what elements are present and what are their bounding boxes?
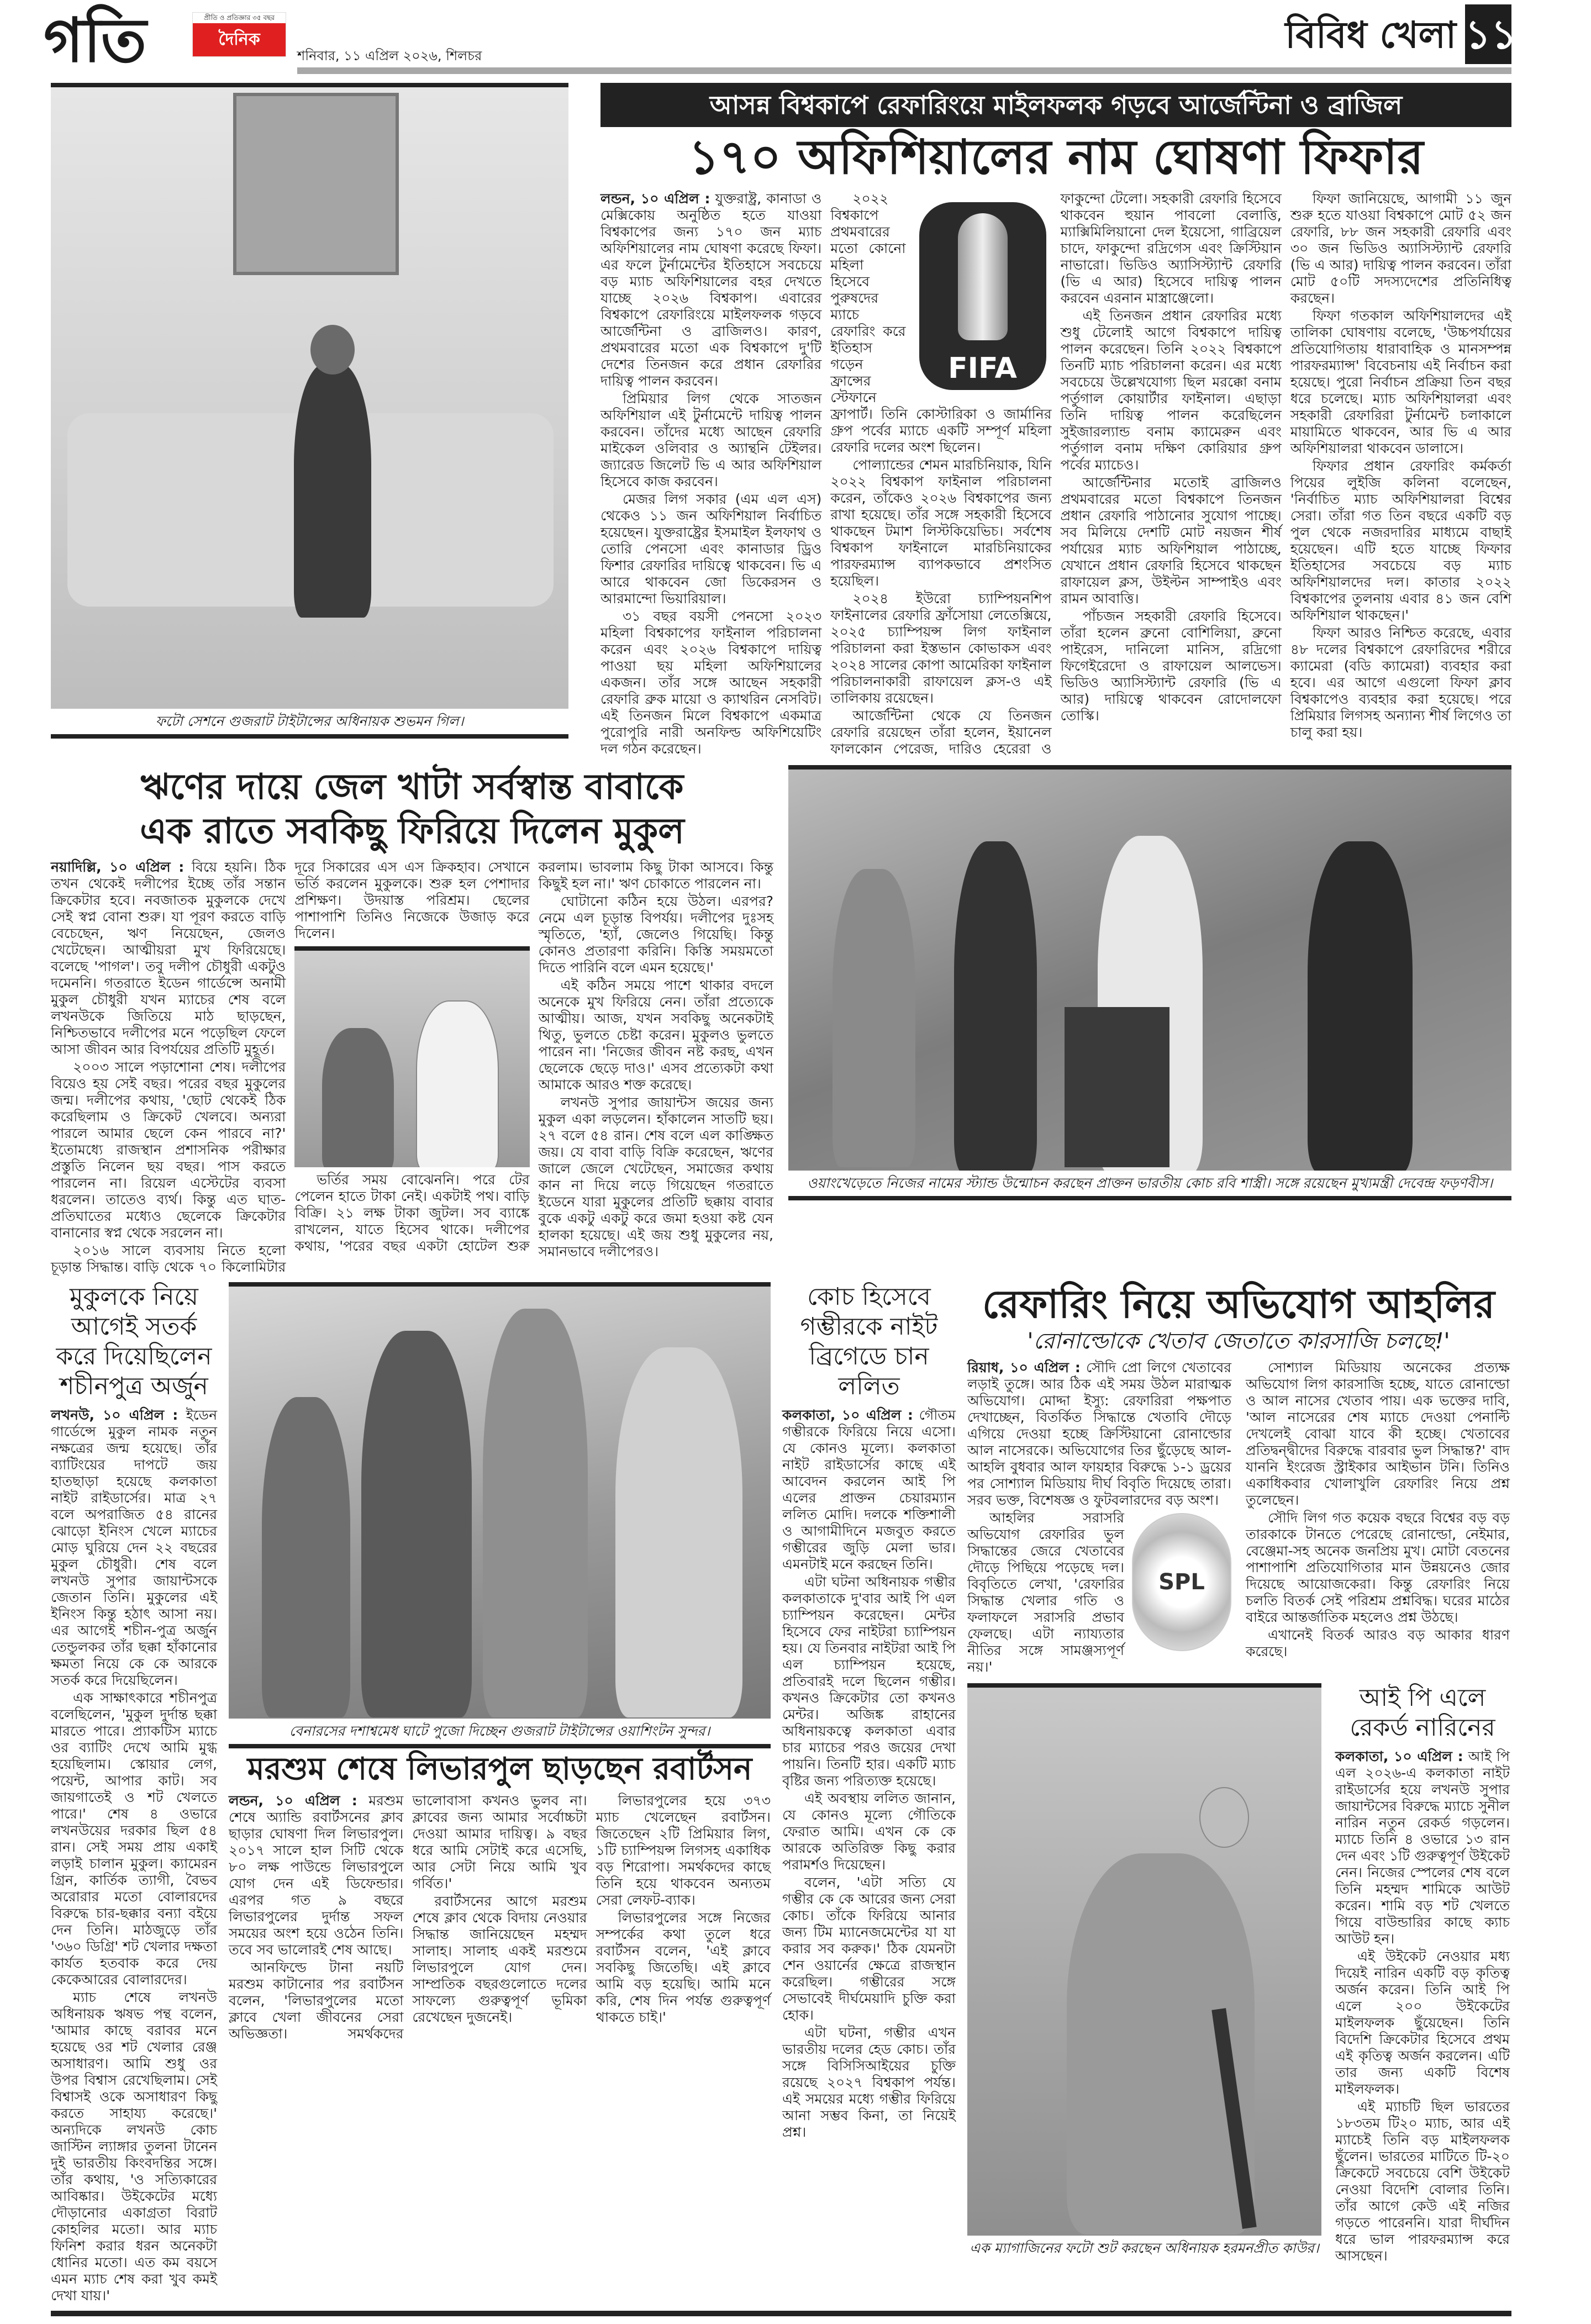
row-top (51, 83, 1511, 757)
paragraph (782, 1874, 956, 2023)
photo-harmanpreet-kaur (967, 1683, 1321, 2236)
issue-date: শনিবার, ১১ এপ্রিল ২০২৬, শিলচর (297, 48, 482, 64)
paragraph-text: লিভারপুলের সঙ্গে নিজের সম্পর্কের কথা তুলে ধরে রবার্টসন বলেন, 'এই ক্লাবে সবকিছু জিতেছি। এই ক্লাবে আমি বড় হয়েছি। আমি মনে করি, শেষ দিন পর্যন্ত গুরুত্বপূর্ণ থাকতে চাই।' (596, 1910, 771, 2026)
paragraph-text: মেজর লিগ সকার (এম এল এস) থেকেও ১১ জন অফিশিয়াল নির্বাচিত হয়েছেন। যুক্তরাষ্ট্রের ইসমাইল ইলফাথ ও তোরি পেনসো এবং কানাডার ড্রিও ফিশার রেফারির দায়িত্বে থাকবেন। ভি এ আরে থাকবেন জো ডিকেরসন ও আরমান্দো ভিয়ারিয়াল। (600, 491, 822, 607)
paragraph-text: বিয়ে হয়নি। ঠিক তখন থেকেই দলীপের ইচ্ছে তাঁর সন্তান ক্রিকেটার হবে। নবজাতক মুকুলকে দেখে সেই স্বপ্ন বোনা শুরু। যা পূরণ করতে বাড়ি বেচেছেন, ঋণ নিয়েছেন, জেলও খেটেছেন। আত্মীয়রা মুখ ফিরিয়েছে। বলেছে 'পাগল'। তবু দলীপ চৌধুরী একটুও দমেননি। গতরাতে ইডেন গার্ডেন্সে অনামী মুকুল চৌধুরী যখন ম্যাচের শেষ বলে লখনউকে জিতিয়ে মাঠ ছাড়ছেন, নিশ্চিতভাবে দলীপের মনে পড়েছিল ফেলে আসা জীবন আর বিপর্যয়ের প্রতিটি মুহূর্ত। (51, 858, 286, 1057)
paragraph-text: মরশুম শেষে অ্যান্ডি রবার্টসনের ক্লাব ছাড়ার ঘোষণা দিল লিভারপুল। ২০১৭ সালে হাল সিটি থেকে ৮০ লক্ষ পাউন্ডে লিভারপুলে যোগ দেন এই ডিফেন্ডার। এরপর গত ৯ বছরে লিভারপুলের দুর্দান্ত সফল সময়ের অংশ হয়ে ওঠেন তিনি। তবে সব ভালোরই শেষ আছে। (229, 1793, 404, 1958)
badge-label: দৈনিক (193, 23, 286, 56)
article-body-robertson (229, 1793, 771, 2042)
paragraph (51, 1989, 217, 2304)
paragraph-text: ঘোটানো কঠিন হয়ে উঠল। এরপর? নেমে এল চূড়ান্ত বিপর্যয়। দলীপের দুঃসহ স্মৃতিতে, 'হ্যাঁ, জেলেও গিয়েছি। কিন্তু কোনও প্রতারণা করিনি। কিস্তি সময়মতো দিতে পারিনি বলে এমন হয়েছে।' (538, 893, 773, 976)
paragraph-text: গৌতম গম্ভীরকে ফিরিয়ে নিয়ে এসো। যে কোনও মূল্যে। কলকাতা নাইট রাইডার্সের কাছে এই আবেদন করলেন আই পি এলের প্রাক্তন চেয়ারম্যান ললিত মোদি। দলকে শক্তিশালী ও আগামীদিনে মজবুত করতে গম্ভীরের জুড়ি মেলা ভার। এমনটাই মনে করছেন তিনি। (782, 1406, 956, 1572)
photo-ravi-shastri-stand (788, 765, 1511, 1171)
photo-shubman-gill (51, 83, 568, 709)
article-body-arjun (51, 1407, 217, 2305)
newspaper-page (44, 0, 1517, 2324)
paragraph (600, 491, 821, 607)
headline-fifa: ১৭০ অফিশিয়ালের নাম ঘোষণা ফিফার (688, 130, 1424, 185)
paragraph-text: আই পি এল ২০২৬-এ কলকাতা নাইট রাইডার্সের হয়ে লখনউ সুপার জায়ান্টসের বিরুদ্ধে ম্যাচে সুনীল নারিন নতুন রেকর্ড গড়লেন। ম্যাচে তিনি ৪ ওভারে ১৩ রান দেন এবং ১টি গুরুত্বপূর্ণ উইকেট নেন। নিজের স্পেলের শেষ বলে তিনি মহম্মদ শামিকে আউট করেন। শামি বড় শট খেলতে গিয়ে বাউন্ডারির কাছে ক্যাচ আউট হন। (1335, 1748, 1510, 1947)
photo-caption: ওয়াংখেড়েতে নিজের নামের স্ট্যান্ড উন্মোচন করছেন প্রাক্তন ভারতীয় কোচ রবি শাস্ত্রী। সঙ্গে রয়েছেন মুখ্যমন্ত্রী দেবেন্দ্র ফড়ণবীস। (807, 1174, 1493, 1191)
dateline: লন্ডন, ১০ এপ্রিল : (600, 190, 710, 207)
paragraph-text: এই অবস্থায় ললিত জানান, যে কোনও মূল্যে গৌতিকে ফেরাত আমি। এখন কে কে আরকে অতিরিক্ত কিছু করার পরামর্শও দিয়েছেন। (782, 1790, 956, 1873)
headline-narine: আই পি এলে রেকর্ড নারিনের (1350, 1684, 1495, 1742)
narine-article (1335, 1683, 1510, 2265)
shastri-photo-block (788, 765, 1511, 1200)
wall-painting (233, 93, 399, 275)
paragraph (1061, 475, 1282, 607)
paragraph (1246, 1510, 1510, 1626)
row-middle (51, 765, 1511, 1276)
person-figure (361, 1331, 472, 1717)
paragraph (51, 1059, 286, 1241)
person-head (1199, 1787, 1249, 1848)
mukul-article (51, 765, 773, 1276)
harmanpreet-photo-block (967, 1683, 1321, 2261)
paragraph (782, 1574, 956, 1789)
paragraph-text: এখানেই বিতর্ক আরও বড় আকার ধারণ করেছে। (1246, 1627, 1510, 1660)
paragraph-text: এই উইকেট নেওয়ার মধ্য দিয়েই নারিন একটি বড় কৃতিত্ব অর্জন করেন। তিনি আই পি এলে ২০০ উইকেটের মাইলফলক ছুঁয়েছেন। তিনি বিদেশি ক্রিকেটার হিসেবে প্রথম এই কৃতিত্ব অর্জন করলেন। এটি তার জন্য একটি বিশেষ মাইলফলক। (1335, 1948, 1510, 2098)
headline-arjun: মুকুলকে নিয়ে আগেই সতর্ক করে দিয়েছিলেন শচীনপুত্র অর্জুন (56, 1282, 212, 1400)
paragraph-text: পাঁচজন সহকারী রেফারি হিসেবে। তাঁরা হলেন ব্রুনো বোশিলিয়া, ব্রুনো পাইরেস, দানিলো মানিস, রদ্রিগো ফিগেইরেদো ও রাফায়েল আলভেস। ভিডিও অ্যাসিস্ট্যান্ট রেফারি (ভি এ আর) দায়িত্বে থাকবেন রোদোলফো তোস্কি। (1060, 608, 1282, 724)
paragraph-text: ৩১ বছর বয়সী পেনসো ২০২৩ মহিলা বিশ্বকাপের ফাইনাল পরিচালনা করেন এবং ২০২৬ বিশ্বকাপে দায়িত্ব পাওয়া ছয় মহিলা অফিশিয়ালের একজন। তাঁর সঙ্গে আছেন সহকারী রেফারি ব্রুক মায়ো ও ক্যাথরিন নেসবিট। এই তিনজন মিলে বিশ্বকাপে একমাত্র পুরোপুরি নারী অনফিল্ড অফিশিয়েটিং দল গঠন করেছেন। (600, 608, 822, 757)
person-figure (294, 363, 371, 618)
person-head (310, 325, 355, 375)
paragraph (782, 1790, 956, 1873)
paragraph-text: ২০২২ বিশ্বকাপে প্রথমবারের মতো কোনো মহিলা হিসেবে পুরুষদের ম্যাচে রেফারিং করে ইতিহাস গড়েন ফ্রান্সের স্টেফানে ফ্রাপার্ট। তিনি কোস্টারিকা ও জার্মানির গ্রুপ পর্বের ম্যাচে একটি সম্পূর্ণ মহিলা রেফারি দলের অংশ ছিলেন। (830, 190, 1052, 455)
person-figure (262, 1397, 350, 1717)
paragraph (51, 859, 286, 1058)
paragraph-text: ফিফার প্রধান রেফারিং কর্মকর্তা পিয়ের লুইজি কলিনা বলেছেন, 'নির্বাচিত ম্যাচ অফিশিয়ালরা বিশ্বের সেরা। তাঁরা গত তিন বছরে একটি বড় পুল থেকে নজরদারির মাধ্যমে বাছাই হয়েছেন। এটি হতে যাচ্ছে ফিফার ইতিহাসের সবচেয়ে বড় ম্যাচ অফিশিয়ালদের দল। কাতার ২০২২ বিশ্বকাপের তুলনায় এবার ৪১ জন বেশি অফিশিয়াল থাকছেন।' (1290, 457, 1511, 623)
paragraph-text: পোল্যান্ডের শেমন মারচিনিয়াক, যিনি ২০২২ বিশ্বকাপ ফাইনাল পরিচালনা করেন, তাঁকেও ২০২৬ বিশ্বকাপের জন্য রাখা হয়েছে। তাঁর সঙ্গে সহকারী হিসেবে থাকছেন টমাশ লিস্টকিয়েভিচ। সর্বশেষ বিশ্বকাপ ফাইনালে মারচিনিয়াকের পারফরম্যান্স ব্যাপকভাবে প্রশংসিত হয়েছিল। (830, 456, 1052, 589)
paragraph (412, 1893, 587, 2026)
paragraph (596, 1910, 771, 2026)
dateline: কলকাতা, ১০ এপ্রিল : (782, 1406, 913, 1423)
paragraph-text: আহলির সরাসরি অভিযোগ রেফারির ভুল সিদ্ধান্তের জেরে খেতাবের দৌড়ে পিছিয়ে পড়েছে দল। বিবৃতিতে লেখা, 'রেফারির সিদ্ধান্ত খেলার গতি ও ফলাফলে সরাসরি প্রভাব ফেলছে। এটা ন্যায্যতার নীতির সঙ্গে সামঞ্জস্যপূর্ণ নয়।' (967, 1510, 1124, 1675)
dateline: লখনউ, ১০ এপ্রিল : (51, 1406, 178, 1423)
paragraph-text: আর্জেন্টিনা থেকে যে তিনজন রেফারি রয়েছেন তাঁরা হলেন, ইয়ানেল ফালকোন পেরেজ, দারিও হেরেরা ও ফাকুন্দো টেলো। সহকারী রেফারি হিসেবে থাকবেন হুয়ান পাবলো বেলাত্তি, ম্যাক্সিমিলিয়ানো দেল ইয়েসো, গাব্রিয়েল চাদে, ফাকুন্দো রদ্রিগেস এবং ক্রিস্টিয়ান নাভারো। ভিডিও অ্যাসিস্ট্যান্ট রেফারি (ভি এ আর) হিসেবে দায়িত্ব পালন করবেন এরনান মাস্ত্রাঞ্জেলো। (830, 190, 1282, 757)
person-figure (833, 869, 915, 1167)
arjun-article (51, 1282, 217, 2305)
paragraph (830, 591, 1051, 707)
paragraph-text: সৌদি লিগ গত কয়েক বছরে বিশ্বের বড় বড় তারকাকে টানতে পেরেছে রোনাল্ডো, নেইমার, বেঞ্জেমা-সহ অনেক জনপ্রিয় মুখ। মোটা বেতনের পাশাপাশি প্রতিযোগিতার মান উন্নয়নেও জোর দিয়েছে আয়োজকেরা। কিন্তু রেফারিং নিয়ে চলতি বিতর্ক সেই পরিশ্রম প্রশ্নবিদ্ধ। ঘরের মাঠের বাইরে আন্তর্জাতিক মহলেও প্রশ্ন উঠছে। (1246, 1510, 1510, 1626)
paragraph-text: যুক্তরাষ্ট্র, কানাডা ও মেক্সিকোয় অনুষ্ঠিত হতে যাওয়া বিশ্বকাপের জন্য ১৭০ জন ম্যাচ অফিশিয়ালের নাম ঘোষণা করেছে ফিফা। এর ফলে টুর্নামেন্টের ইতিহাসে সবচেয়ে বড় ম্যাচ অফিশিয়ালের বহর দেখতে যাচ্ছে ২০২৬ বিশ্বকাপ। এবারের বিশ্বকাপে রেফারিংয়ে মাইলফলক গড়বে আর্জেন্টিনা ও ব্রাজিলও। কারণ, প্রথমবারের মতো এক বিশ্বকাপে দু'টি দেশের তিনজন করে প্রধান রেফারির দায়িত্ব পালন করবেন। (600, 190, 822, 389)
headline-line: এক রাতে সবকিছু ফিরিয়ে দিলেন মুকুল (140, 810, 684, 852)
paragraph-text: ২০০৩ সালে পড়াশোনা শেষ। দলীপের বিয়েও হয় সেই বছর। পরের বছর মুকুলের জন্ম। দলীপের কথায়, 'ছোট থেকেই ঠিক করেছিলাম ও ক্রিকেট খেলবে। অন্যরা পারলে আমার ছেলে কেন পারবে না?' ইতোমধ্যে রাজস্থান প্রশাসনিক পরীক্ষার প্রস্তুতি নিলেন ছয় বছর। পাস করতে পারলেন না। রিয়েল এস্টেটের ব্যবসা ধরলেন। তাতেও ব্যর্থ। কিন্তু এত ঘাত-প্রতিঘাতের মধ্যেও ছেলেকে ক্রিকেটার বানানোর স্বপ্ন থেকে সরলেন না। (51, 1058, 286, 1241)
paragraph (1061, 608, 1282, 724)
person-figure (954, 841, 1037, 1171)
person-figure (416, 1000, 499, 1167)
paragraph (539, 977, 773, 1093)
newspaper-logo: গতি (44, 5, 147, 76)
section-title: বিবিধ খেলা (1285, 14, 1456, 56)
article-body-ahli (967, 1359, 1510, 1675)
dateline: নয়াদিল্লি, ১০ এপ্রিল : (51, 858, 185, 875)
person-figure (483, 1309, 588, 1717)
subheadline-ahli: 'রোনাল্ডোকে খেতাব জেতাতে কারসাজি চলছে!' (1027, 1329, 1450, 1355)
photo-mukul-with-father (294, 946, 529, 1167)
paragraph (1290, 191, 1511, 307)
article-kicker: আসন্ন বিশ্বকাপে রেফারিংয়ে মাইলফলক গড়বে আর্জেন্টিনা ও ব্রাজিল (600, 83, 1511, 127)
paragraph (596, 1793, 771, 1909)
paragraph-text: ২০১৬ সালে ব্যবসায় নিতে হলো চূড়ান্ত সিদ্ধান্ত। বাড়ি থেকে ৭০ কিলোমিটার দূরে সিকারের এস এস ক্রিকহাব। সেখানে ভর্তি করলেন মুকুলকে। শুরু হল পেশাদার প্রশিক্ষণ। উদয়াস্ত পরিশ্রম। ছেলের পাশাপাশি তিনিও নিজেকে উজাড় করে দিলেন। (51, 858, 530, 1275)
paragraph (782, 2025, 956, 2141)
paragraph (600, 608, 821, 757)
paragraph-text: সৌদি প্রো লিগে খেতাবের লড়াই তুঙ্গে। আর ঠিক এই সময় উঠল মারাত্মক অভিযোগ। মোদ্দা ইস্যু: রেফারিরা পক্ষপাত দেখাচ্ছেন, বিতর্কিত সিদ্ধান্তে খেতাবি দৌড়ে এগিয়ে দেওয়া হচ্ছে ক্রিস্টিয়ানো রোনাল্ডোর আল নাসেরকে। অভিযোগের তির ছুঁড়েছে আল-আহলি বুধবার আল ফায়হার বিরুদ্ধে ১-১ ড্রয়ের পর সোশ্যাল মিডিয়ায় দীর্ঘ বিবৃতি দিয়েছে তারা। সরব ভক্ত, বিশেষজ্ঞ ও ফুটবলারদের বড় অংশ। (967, 1359, 1231, 1509)
paragraph (1335, 1748, 1510, 1947)
headline-mukul (51, 765, 773, 853)
bottom-right-row (967, 1683, 1510, 2265)
paragraph-text: ফিফা জানিয়েছে, আগামী ১১ জুন শুরু হতে যাওয়া বিশ্বকাপে মোট ৫২ জন রেফারি, ৮৮ জন সহকারী রেফারি এবং ৩০ জন ভিডিও অ্যাসিস্ট্যান্ট রেফারি (ভি এ আর) দায়িত্ব পালন করবেন। তাঁরা মোট ৫০টি সদস্যদেশের প্রতিনিধিত্ব করছেন। (1290, 190, 1511, 306)
paragraph (229, 1793, 403, 1958)
headline-robertson: মরশুম শেষে লিভারপুল ছাড়ছেন রবার্টসন (247, 1751, 752, 1787)
paragraph-text: প্রিমিয়ার লিগ থেকে সাতজন অফিশিয়াল এই টুর্নামেন্টে দায়িত্ব পালন করবেন। তাঁদের মধ্যে আছেন রেফারি মাইকেল ওলিবার ও অ্যান্থনি টেইলর। জ্যারেড জিলেট ভি এ আর অফিশিয়াল হিসেবে কাজ করবেন। (600, 390, 822, 489)
paragraph-text: আর্জেন্টিনার মতোই ব্রাজিলও প্রথমবারের মতো বিশ্বকাপে তিনজন প্রধান রেফারি পাঠানোর সুযোগ পাচ্ছে। সব মিলিয়ে দেশটি মোট নয়জন শীর্ষ পর্যায়ের ম্যাচ অফিশিয়াল পাঠাচ্ছে, যেখানে প্রধান রেফারি হিসেবে থাকছেন রাফায়েল ক্লস, উইল্টন সাম্পাইও এবং রামন আবাত্তি। (1060, 474, 1282, 607)
paragraph (600, 391, 821, 490)
paragraph (51, 1690, 217, 1988)
article-body-fifa (600, 191, 1511, 757)
trophy-icon (958, 213, 1008, 340)
paragraph (1290, 308, 1511, 457)
paragraph (1335, 2099, 1510, 2264)
paragraph (600, 191, 821, 389)
spl-wordmark: SPL (1158, 1569, 1205, 1595)
paragraph (1290, 458, 1511, 624)
paragraph-text: এই কঠিন সময়ে পাশে থাকার বদলে অনেকে মুখ ফিরিয়ে নেন। তাঁরা প্রত্যেকে আত্মীয়। আজ, যখন সবকিছু অনেকটাই থিতু, ভুলতে চেষ্টা করেন। মুকুলও ভুলতে পারেন না। 'নিজের জীবন নষ্ট করছ, এখন ছেলেকে ছেড়ে দাও।' এসব প্রত্যেকটা কথা আমাকে আরও শক্ত করেছে। (538, 977, 773, 1093)
paragraph (539, 1094, 773, 1260)
person-figure (615, 1347, 742, 1717)
paragraph-text: ভর্তির সময় বোঝেননি। পরে টের পেলেন হাতে টাকা নেই। একটাই পথ। বাড়ি বিক্রি। ২১ লক্ষ টাকা জুটল। সব ব্যাঙ্কে রাখলেন, যাতে হিসেব থাকে। দলীপের কথায়, 'পরের বছর একটা হোটেল শুরু করলাম। ভাবলাম কিছু টাকা আসবে। কিন্তু কিছুই হল না।' ঋণ চোকাতে পারলেন না। (294, 858, 773, 1254)
footer-rule (51, 2311, 1511, 2316)
paragraph (830, 457, 1051, 589)
paragraph-text: লখনউ সুপার জায়ান্টস জয়ের জন্য মুকুল একা লড়লেন। হাঁকালেন সাতটি ছয়। ২৭ বলে ৫৪ রান। শেষ বলে এল কাঙ্ক্ষিত জয়। যে বাবা বাড়ি বিক্রি করেছেন, ঋণের জালে জেলে খেটেছেন, সমাজের কথায় কান না দিয়ে লড়ে গিয়েছেন গতরাতে ইডেনে যারা মুকুলের প্রতিটি ছক্কায় বাবার বুকে একটু একটু করে জমা হওয়া কষ্ট যেন হালকা হয়েছে। এই জয় শুধু মুকুলের নয়, সমানভাবে দলীপেরও। (538, 1094, 773, 1260)
dainik-badge (192, 12, 286, 57)
paragraph-text: এটা ঘটনা অধিনায়ক গম্ভীর কলকাতাকে দু'বার আই পি এল চ্যাম্পিয়ন করেছেন। মেন্টর হিসেবে ফের নাইটরা চ্যাম্পিয়ন হয়। যে তিনবার নাইটরা আই পি এল চ্যাম্পিয়ন হয়েছে, প্রতিবারই দলে ছিলেন গম্ভীর। কখনও ক্রিকেটার তো কখনও মেন্টর। অজিঙ্ক রাহানের অধিনায়কত্বে কলকাতা এবার চার ম্যাচের পরও জয়ের দেখা পায়নি। তিনটি হার। একটি ম্যাচ বৃষ্টির জন্য পরিত্যক্ত হয়েছে। (782, 1573, 956, 1789)
paragraph-text: লিভারপুলের হয়ে ৩৭৩ ম্যাচ খেলেছেন রবার্টসন। জিতেছেন ২টি প্রিমিয়ার লিগ, ১টি চ্যাম্পিয়ন্স লিগসহ একাধিক বড় শিরোপা। সমর্থকদের কাছে তিনি হয়ে থাকবেন অন্যতম সেরা লেফট-ব্যাক। (596, 1793, 771, 1909)
divider (229, 1744, 771, 1748)
paragraph (539, 893, 773, 976)
paragraph-text: ইডেন গার্ডেন্সে মুকুল নামক নতুন নক্ষত্রের জন্ম হয়েছে। তাঁর ব্যাটিংয়ের দাপটে জয় হাতছাড়া হয়েছে কলকাতা নাইট রাইডার্সের। মাত্র ২৭ বলে অপরাজিত ৫৪ রানের ঝোড়ো ইনিংস খেলে ম্যাচের মোড় ঘুরিয়ে দেন ২২ বছরের মুকুল চৌধুরী। শেষ বলে লখনউ সুপার জায়ান্টসকে জেতান তিনি। মুকুলের এই ইনিংস কিন্তু হঠাৎ আসা নয়। এর আগেই শচীন-পুত্র অর্জুন তেন্ডুলকর তাঁর ছক্কা হাঁকানোর ক্ষমতা নিয়ে কে কে আরকে সতর্ক করে দিয়েছিলেন। (51, 1406, 217, 1688)
paragraph (1246, 1627, 1510, 1660)
fifa-article (600, 83, 1511, 757)
divider (51, 734, 568, 739)
divider (788, 1196, 1511, 1200)
plaque-stand (1065, 1007, 1169, 1167)
dateline: রিয়াধ, ১০ এপ্রিল : (967, 1359, 1081, 1376)
paragraph-text: রবার্টসনের আগে মরশুম শেষে ক্লাব থেকে বিদায় নেওয়ার সিদ্ধান্ত জানিয়েছেন মহম্মদ সালাহ। সালাহ একই মরশুমে লিভারপুলে যোগ দেন। সাম্প্রতিক বছরগুলোতে দলের সাফল্যে গুরুত্বপূর্ণ ভূমিকা রেখেছেন দুজনেই। (412, 1893, 587, 2026)
paragraph (1246, 1359, 1510, 1509)
headline-lalit: কোচ হিসেবে গম্ভীরকে নাইট ব্রিগেডে চান ললিত (800, 1282, 938, 1400)
headline-line: ঋণের দায়ে জেল খাটা সর্বস্বান্ত বাবাকে (140, 766, 684, 808)
paragraph-text: ফিফা আরও নিশ্চিত করেছে, এবার ৪৮ দলের বিশ্বকাপে রেফারিদের শরীরে ক্যামেরা (বডি ক্যামেরা) ব্যবহার করা হবে। এর আগে এগুলো ফিফা ক্লাব বিশ্বকাপেও ব্যবহার করা হয়েছে। পরে প্রিমিয়ার লিগসহ অন্যান্য শীর্ষ লিগেও তা চালু করা হয়। (1290, 624, 1511, 740)
photo-caption: বেনারসের দশাশ্বমেধ ঘাটে পুজো দিচ্ছেন গুজরাট টাইটান্সের ওয়াশিংটন সুন্দর। (289, 1722, 710, 1739)
person-figure (1308, 841, 1413, 1171)
article-body-mukul (51, 859, 773, 1276)
paragraph-text: বলেন, 'এটা সত্যি যে গম্ভীর কে কে আরের জন্য সেরা কোচ। তাঁকে ফিরিয়ে আনার জন্য টিম ম্যানেজমেন্টের যা যা করার সব করুক।' ঠিক যেমনটা শেন ওয়ার্নের ক্ষেত্রে রাজস্থান করেছিল। গম্ভীরের সঙ্গে সেভাবেই দীর্ঘমেয়াদি চুক্তি করা হোক। (782, 1874, 956, 2023)
masthead (44, 0, 1517, 80)
paragraph-text: সোশ্যাল মিডিয়ায় অনেকের প্রত্যক্ষ অভিযোগ লিগ কারসাজি হচ্ছে, যাতে রোনাল্ডো ও আল নাসের খেতাব পায়। এক ভক্তের দাবি, 'আল নাসেরের শেষ ম্যাচে দেওয়া পেনাল্টি দেখলেই বোঝা যাবে কী হচ্ছে। খেতাবের প্রতিদ্বন্দ্বীদের বিরুদ্ধে বারবার ভুল সিদ্ধান্ত?' বাদ যাননি ইংরেজ স্ট্রাইকার আইভান টনি। তিনিও একাধিকবার খোলাখুলি রেফারিং নিয়ে প্রশ্ন তুলেছেন। (1246, 1359, 1510, 1509)
headline-ahli: রেফারিং নিয়ে অভিযোগ আহলির (982, 1281, 1495, 1327)
paragraph (967, 1359, 1231, 1509)
paragraph-text: আনফিল্ডে টানা নয়টি মরশুম কাটানোর পর রবার্টসন বলেন, 'লিভারপুলের মতো ক্লাবে খেলা জীবনের সেরা অভিজ্ঞতা। সমর্থকদের ভালোবাসা কখনও ভুলব না। ক্লাবের জন্য আমার সর্বোচ্চটা দেওয়া আমার দায়িত্ব। ৯ বছর ধরে আমি সেটাই করে এসেছি, আর সেটা নিয়ে আমি খুব গর্বিত।' (229, 1793, 587, 2042)
paragraph-text: এই তিনজন প্রধান রেফারির মধ্যে শুধু টেলোই আগে বিশ্বকাপে দায়িত্ব পালন করেছেন। তিনি ২০২২ বিশ্বকাপে তিনটি ম্যাচ পরিচালনা করেন। এর মধ্যে সবচেয়ে উল্লেখযোগ্য ছিল মরক্কো বনাম পর্তুগাল কোয়ার্টার ফাইনাল। এছাড়া তিনি দায়িত্ব পালন করেছিলেন সুইজারল্যান্ড বনাম ক্যামেরুন এবং পর্তুগাল বনাম দক্ষিণ কোরিয়ার গ্রুপ পর্বের ম্যাচেও। (1060, 307, 1282, 473)
header-rule (297, 67, 1511, 74)
dateline: কলকাতা, ১০ এপ্রিল : (1335, 1748, 1463, 1765)
photo-caption: এক ম্যাগাজিনের ফটো শুট করছেন অধিনায়ক হরমনপ্রীত কাউর। (970, 2240, 1319, 2257)
page-number: ১১ (1465, 4, 1511, 64)
photo-caption: ফটো সেশনে গুজরাট টাইটান্সের অধিনায়ক শুভমন গিল। (155, 713, 464, 729)
paragraph-text: ২০২৪ ইউরো চ্যাম্পিয়নশিপ ফাইনালের রেফারি ফ্রাঁসোয়া লেতেক্সিয়ে, ২০২৫ চ্যাম্পিয়ন্স লিগ ফাইনাল পরিচালনা করা ইস্তভান কোভাকস এবং ২০২৪ সালের কোপা আমেরিকা ফাইনাল পরিচালনাকারী রাফায়েল ক্লস-ও এই তালিকায় রয়েছেন। (830, 590, 1052, 706)
gill-photo-block (51, 83, 568, 739)
paragraph-text: এই ম্যাচটি ছিল ভারতের ১৮৩তম টি২০ ম্যাচ, আর এই ম্যাচেই তিনি বড় মাইলফলক ছুঁলেন। ভারতের মাটিতে টি-২০ ক্রিকেটে সবচেয়ে বেশি উইকেট নেওয়া বিদেশি বোলার তিনি। তাঁর আগে কেউ এই নজির গড়তে পারেননি। যারা দীর্ঘদিন ধরে ভাল পারফরম্যান্স করে আসছেন। (1335, 2099, 1510, 2264)
fifa-world-cup-logo (914, 194, 1052, 398)
photo-washington-sundar (229, 1282, 771, 1719)
badge-tagline: প্রীতি ও প্রতিজ্ঞার ৩৫ বছর (203, 14, 275, 22)
paragraph-text: এটা ঘটনা, গম্ভীর এখন ভারতীয় দলের হেড কোচ। তাঁর সঙ্গে বিসিসিআইয়ের চুক্তি রয়েছে ২০২৭ বিশ্বকাপ পর্যন্ত। এই সময়ের মধ্যে গম্ভীর ফিরিয়ে আনা সম্ভব কিনা, তা নিয়েই প্রশ্ন। (782, 2024, 956, 2140)
dateline: লন্ডন, ১০ এপ্রিল : (229, 1793, 357, 1809)
article-body-lalit (782, 1407, 956, 2142)
fifa-wordmark: FIFA (948, 351, 1017, 385)
lalit-article (782, 1282, 956, 2142)
paragraph (782, 1407, 956, 1573)
paragraph (1335, 1948, 1510, 2098)
paragraph-text: এক সাক্ষাৎকারে শচীনপুত্র বলেছিলেন, 'মুকুল দুর্দান্ত ছক্কা মারতে পারে। প্র্যাকটিস ম্যাচে ওর ব্যাটিং দেখে আমি মুগ্ধ হয়েছিলাম। স্কোয়ার লেগ, পয়েন্ট, আপার কাট। সব জায়গাতেই ও শট খেলতে পারে।' শেষ ৪ ওভারে লখনউয়ের দরকার ছিল ৫৪ রান। সেই সময় প্রায় একাই লড়াই চালান মুকুল। ক্যামেরন গ্রিন, কার্তিক ত্যাগী, বৈভব অরোরার মতো বোলারদের বিরুদ্ধে চার-ছক্কার বন্যা বইয়ে দেন তিনি। মাঠজুড়ে তাঁর '৩৬০ ডিগ্রি' শট খেলার দক্ষতা কার্যত হতবাক করে দেয় কেকেআরের বোলারদের। (51, 1689, 217, 1988)
paragraph-text: ম্যাচ শেষে লখনউ অধিনায়ক ঋষভ পন্থ বলেন, 'আমার কাছে বরাবর মনে হয়েছে ওর শট খেলার রেঞ্জ অসাধারণ। আমি শুধু ওর উপর বিশ্বাস রেখেছিলাম। সেই বিশ্বাসই ওকে অসাধারণ কিছু করতে সাহায্য করেছে।' অন্যদিকে লখনউ কোচ জাস্টিন ল্যাঙ্গার তুলনা টানেন দুই ভারতীয় কিংবদন্তির সঙ্গে। তাঁর কথায়, 'ও সত্যিকারের আবিষ্কার। উইকেটের মধ্যে দৌড়ানোর একাগ্রতা বিরাট কোহলির মতো। আর ম্যাচ ফিনিশ করার ধরন অনেকটা ধোনির মতো। এত কম বয়সে এমন ম্যাচ শেষ করা খুব কমই দেখা যায়।' (51, 1989, 217, 2304)
saudi-pro-league-logo (1132, 1513, 1231, 1651)
right-block (967, 1282, 1510, 2266)
person-figure (322, 1028, 394, 1167)
paragraph-text: ফিফা গতকাল অফিশিয়ালদের এই তালিকা ঘোষণায় বলেছে, 'উচ্চপর্যায়ের প্রতিযোগিতায় ধারাবাহিক ও মানসম্পন্ন পারফরম্যান্স' বিবেচনায় এই নির্বাচন করা হয়েছে। পুরো নির্বাচন প্রক্রিয়া তিন বছর ধরে চলেছে। ম্যাচ অফিশিয়ালরা এবং সহকারী রেফারিরা টুর্নামেন্ট চলাকালে মায়ামিতে থাকবেন, আর ভি এ আর অফিশিয়ালরা থাকবেন ডালাসে। (1290, 307, 1511, 456)
center-block (229, 1282, 771, 2042)
paragraph (1061, 308, 1282, 473)
article-body-narine (1335, 1748, 1510, 2265)
paragraph (1290, 625, 1511, 741)
paragraph (51, 1407, 217, 1689)
row-bottom (51, 1282, 1511, 2305)
